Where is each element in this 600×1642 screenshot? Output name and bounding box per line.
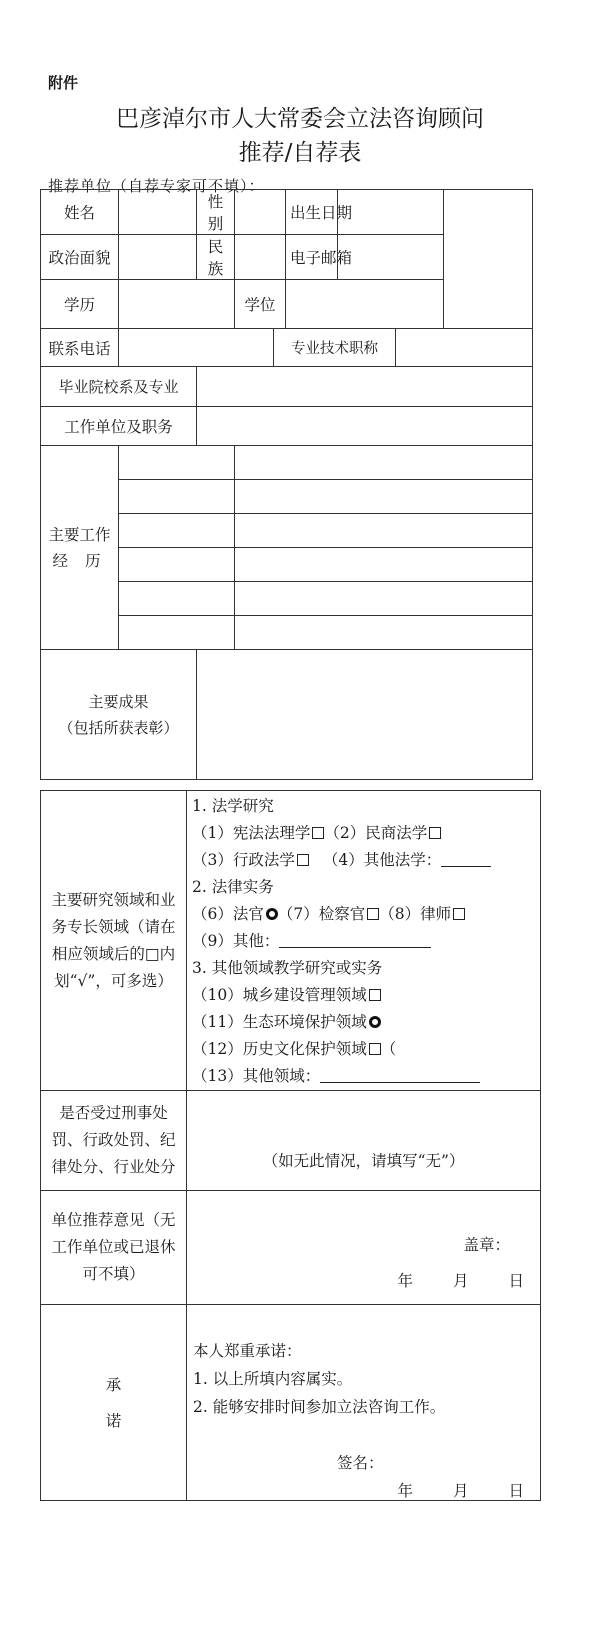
penalty-label: 是否受过刑事处罚、行政处罚、纪律处分、行业处分: [41, 1091, 187, 1191]
seal-label: 盖章：: [463, 1236, 510, 1254]
date-year: 年: [397, 1272, 413, 1290]
employer-position-label: 工作单位及职务: [41, 407, 197, 446]
research-area-label: 主要研究领域和业务专长领域（请在相应领域后的□内划“√”，可多选）: [41, 791, 187, 1091]
achievements-label-line2: （包括所获表彰）: [58, 718, 179, 737]
option-heritage: （12）历史文化保护领域: [192, 1040, 367, 1058]
option-row-2: [192, 847, 536, 874]
photo-box[interactable]: [444, 190, 533, 329]
work-history-period-1[interactable]: [119, 446, 235, 480]
professional-title-field[interactable]: [396, 329, 533, 367]
other-law-blank[interactable]: [441, 852, 491, 867]
option-other-fields: （13）其他领域：: [192, 1067, 321, 1085]
date-month: 月: [452, 1272, 469, 1290]
option-row-8: [192, 1063, 536, 1090]
pledge-date: [397, 1479, 524, 1501]
checkbox-urban-rural[interactable]: [369, 989, 381, 1001]
work-history-detail-6[interactable]: [235, 616, 533, 650]
work-history-label-line2: 经 历: [52, 551, 107, 570]
achievements-field[interactable]: [197, 650, 533, 780]
name-field[interactable]: [119, 190, 197, 235]
form-title: 巴彦淖尔市人大常委会立法咨询顾问: [116, 106, 484, 132]
work-history-detail-5[interactable]: [235, 582, 533, 616]
pledge-label-line2: 诺: [105, 1411, 122, 1430]
work-history-detail-2[interactable]: [235, 480, 533, 514]
recommender-label: 推荐单位（自荐专家可不填）：: [48, 177, 265, 195]
education-field[interactable]: [119, 280, 235, 329]
option-urban-rural: （10）城乡建设管理领域: [192, 986, 367, 1004]
checkbox-civil-commercial-law[interactable]: [429, 827, 441, 839]
other-practice-blank[interactable]: [279, 933, 431, 948]
checkbox-heritage[interactable]: [369, 1043, 381, 1055]
option-other-practice: （9）其他：: [192, 932, 280, 950]
pledge-label: [41, 1305, 187, 1501]
work-history-period-3[interactable]: [119, 514, 235, 548]
work-history-detail-1[interactable]: [235, 446, 533, 480]
pledge-item-1: 1. 以上所填内容属实。: [193, 1370, 353, 1388]
degree-field[interactable]: [286, 280, 444, 329]
name-label: 姓名: [41, 190, 119, 235]
work-history-period-4[interactable]: [119, 548, 235, 582]
attachment-label: 附件: [48, 74, 79, 92]
pledge-date-day: 日: [508, 1482, 524, 1500]
political-status-field[interactable]: [119, 235, 197, 280]
unit-opinion-date: [397, 1269, 524, 1291]
work-history-label: [41, 446, 119, 650]
option-lawyer: （8）律师: [379, 905, 452, 923]
school-major-field[interactable]: [197, 367, 533, 407]
pledge-item-2: 2. 能够安排时间参加立法咨询工作。: [193, 1398, 446, 1416]
personal-info-table: [40, 189, 533, 780]
pledge-date-year: 年: [397, 1482, 413, 1500]
work-history-label-line1: 主要工作: [48, 525, 111, 544]
pledge-field: [187, 1305, 541, 1501]
section-legal-practice: 2. 法律实务: [192, 878, 274, 896]
option-row-7: [192, 1036, 536, 1063]
option-row-5: [192, 982, 536, 1009]
signature-field[interactable]: [375, 1451, 485, 1471]
option-row-3: [192, 901, 536, 928]
political-status-label: 政治面貌: [41, 235, 119, 280]
signature-label: 签名：: [337, 1454, 384, 1472]
section-other-fields: 3. 其他领域教学研究或实务: [192, 959, 383, 977]
gender-label: 性别: [197, 190, 235, 235]
option-prosecutor: （7）检察官: [277, 905, 366, 923]
work-history-detail-3[interactable]: [235, 514, 533, 548]
option-row-4: [192, 928, 536, 955]
penalty-hint: （如无此情况，请填写“无”）: [262, 1151, 465, 1170]
option-constitutional-law: （1）宪法法理学: [192, 824, 311, 842]
education-label: 学历: [41, 280, 119, 329]
form-subtitle: 推荐/自荐表: [238, 140, 362, 166]
option-other-law: （4）其他法学：: [322, 851, 442, 869]
professional-title-label: 专业技术职称: [274, 329, 396, 367]
date-day: 日: [508, 1272, 524, 1290]
section-law-research: 1. 法学研究: [192, 797, 274, 815]
work-history-detail-4[interactable]: [235, 548, 533, 582]
checkbox-administrative-law[interactable]: [297, 854, 309, 866]
option-heritage-suffix: （: [380, 1040, 397, 1058]
pledge-intro: 本人郑重承诺：: [193, 1342, 302, 1360]
pledge-label-line1: 承: [105, 1375, 122, 1394]
checkbox-prosecutor[interactable]: [367, 908, 379, 920]
unit-opinion-field[interactable]: [187, 1191, 541, 1305]
phone-label: 联系电话: [41, 329, 119, 367]
email-label: 电子邮箱: [286, 235, 338, 280]
work-history-period-2[interactable]: [119, 480, 235, 514]
option-judge: （6）法官: [192, 905, 264, 923]
option-ecology: （11）生态环境保护领域: [192, 1013, 367, 1031]
ethnicity-field[interactable]: [235, 235, 286, 280]
checkbox-constitutional-law[interactable]: [312, 827, 324, 839]
ethnicity-label: 民族: [197, 235, 235, 280]
unit-opinion-label: 单位推荐意见（无工作单位或已退休可不填）: [41, 1191, 187, 1305]
work-history-period-6[interactable]: [119, 616, 235, 650]
birth-date-label: 出生日期: [286, 190, 338, 235]
option-row-1: [192, 820, 536, 847]
gender-field[interactable]: [235, 190, 286, 235]
radio-judge-selected[interactable]: [266, 908, 278, 920]
degree-label: 学位: [235, 280, 286, 329]
pledge-text: [193, 1337, 445, 1421]
penalty-field[interactable]: [187, 1091, 541, 1191]
radio-ecology-selected[interactable]: [369, 1016, 381, 1028]
option-row-6: [192, 1009, 536, 1036]
school-major-label: 毕业院校系及专业: [41, 367, 197, 407]
achievements-label-line1: 主要成果: [88, 692, 149, 711]
checkbox-lawyer[interactable]: [453, 908, 465, 920]
phone-field[interactable]: [119, 329, 274, 367]
option-administrative-law: （3）行政法学: [192, 851, 295, 869]
achievements-label: [41, 650, 197, 780]
pledge-date-month: 月: [452, 1482, 469, 1500]
declaration-table: [40, 790, 541, 1501]
employer-position-field[interactable]: [197, 407, 533, 446]
email-field[interactable]: [338, 235, 444, 280]
research-area-options: [187, 791, 541, 1091]
work-history-period-5[interactable]: [119, 582, 235, 616]
other-fields-blank[interactable]: [320, 1068, 480, 1083]
birth-date-field[interactable]: [338, 190, 444, 235]
option-civil-commercial-law: （2）民商法学: [324, 824, 428, 842]
